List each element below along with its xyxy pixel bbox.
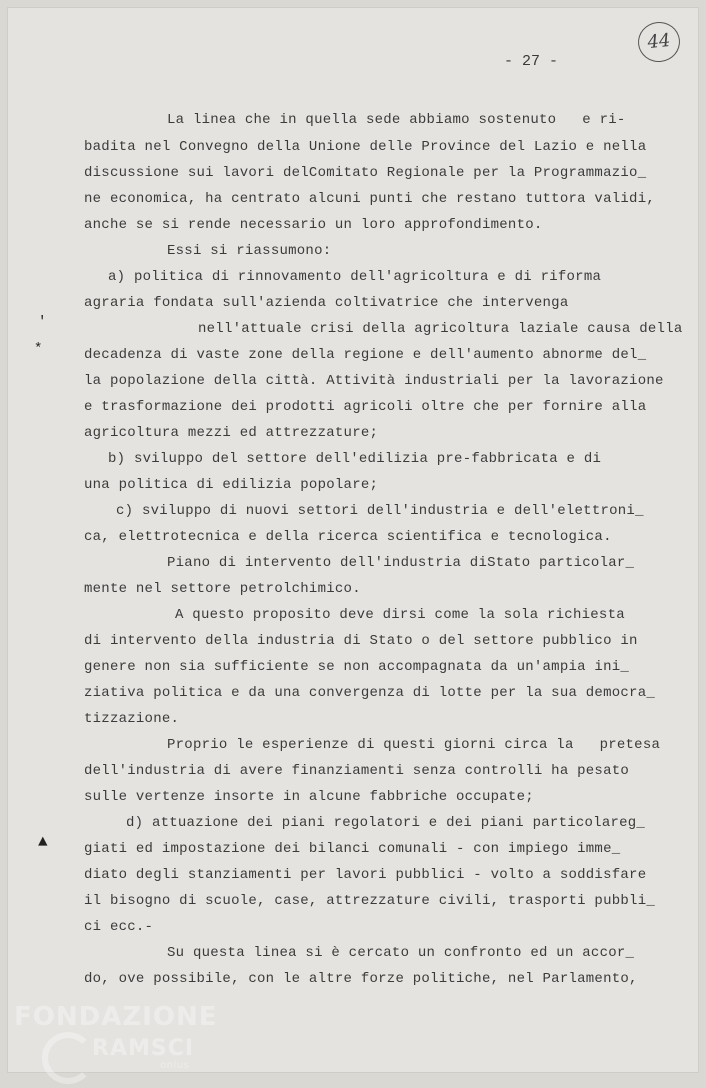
body-line: agricoltura mezzi ed attrezzature; (84, 425, 379, 441)
body-line: e trasformazione dei prodotti agricoli oltre che per fornire alla (84, 399, 647, 415)
body-line: b) sviluppo del settore dell'edilizia pre-fabbricata e di (108, 451, 602, 467)
body-line: diato degli stanziamenti per lavori pubblici - volto a soddisfare (84, 867, 647, 883)
body-line: Piano di intervento dell'industria diStato particolar_ (167, 555, 635, 571)
watermark-g-logo (42, 1032, 94, 1084)
body-line: decadenza di vaste zone della regione e dell'aumento abnorme del_ (84, 347, 647, 363)
body-line: La linea che in quella sede abbiamo sostenuto e ri- (167, 112, 626, 128)
body-line: la popolazione della città. Attività industriali per la lavorazione (84, 373, 664, 389)
body-line: di intervento della industria di Stato o del settore pubblico in (84, 633, 638, 649)
body-line: ca, elettrotecnica e della ricerca scientifica e tecnologica. (84, 529, 612, 545)
body-line: il bisogno di scuole, case, attrezzature civili, trasporti pubbli_ (84, 893, 655, 909)
document-page (8, 8, 698, 1072)
body-line: nell'attuale crisi della agricoltura laziale causa della (198, 321, 683, 337)
margin-mark: ' (38, 314, 47, 330)
watermark-line-1: FONDAZIONE (14, 1002, 218, 1032)
margin-mark: ▲ (38, 833, 48, 851)
watermark-line-2: RAMSCI (92, 1036, 195, 1061)
body-line: d) attuazione dei piani regolatori e dei piani particolareg_ (126, 815, 646, 831)
body-line: mente nel settore petrolchimico. (84, 581, 361, 597)
body-line: dell'industria di avere finanziamenti senza controlli ha pesato (84, 763, 630, 779)
body-line: c) sviluppo di nuovi settori dell'industria e dell'elettroni_ (116, 503, 644, 519)
body-line: giati ed impostazione dei bilanci comunali - con impiego imme_ (84, 841, 621, 857)
body-line: A questo proposito deve dirsi come la sola richiesta (175, 607, 625, 623)
body-line: Proprio le esperienze di questi giorni circa la pretesa (167, 737, 661, 753)
body-line: una politica di edilizia popolare; (84, 477, 379, 493)
body-line: Essi si riassumono: (167, 243, 332, 259)
body-line: do, ove possibile, con le altre forze politiche, nel Parlamento, (84, 971, 638, 987)
body-line: tizzazione. (84, 711, 180, 727)
body-line: ziativa politica e da una convergenza di lotte per la sua democra_ (84, 685, 655, 701)
body-line: ne economica, ha centrato alcuni punti che restano tuttora validi, (84, 191, 655, 207)
page-number: - 27 - (504, 53, 559, 70)
body-line: ci ecc.- (84, 919, 154, 935)
body-line: Su questa linea si è cercato un confronto ed un accor_ (167, 945, 635, 961)
watermark-line-3: onlus (160, 1060, 190, 1071)
fondazione-gramsci-watermark (14, 1002, 218, 1071)
body-line: agraria fondata sull'azienda coltivatrice che intervenga (84, 295, 569, 311)
body-line: a) politica di rinnovamento dell'agricoltura e di riforma (108, 269, 602, 285)
body-line: badita nel Convegno della Unione delle Province del Lazio e nella (84, 139, 647, 155)
body-line: genere non sia sufficiente se non accompagnata da un'ampia ini_ (84, 659, 630, 675)
archive-number-circled: 44 (636, 20, 682, 64)
body-line: anche se si rende necessario un loro approfondimento. (84, 217, 543, 233)
margin-mark: * (34, 341, 43, 357)
body-line: discussione sui lavori delComitato Regionale per la Programmazio_ (84, 165, 647, 181)
body-line: sulle vertenze insorte in alcune fabbriche occupate; (84, 789, 534, 805)
